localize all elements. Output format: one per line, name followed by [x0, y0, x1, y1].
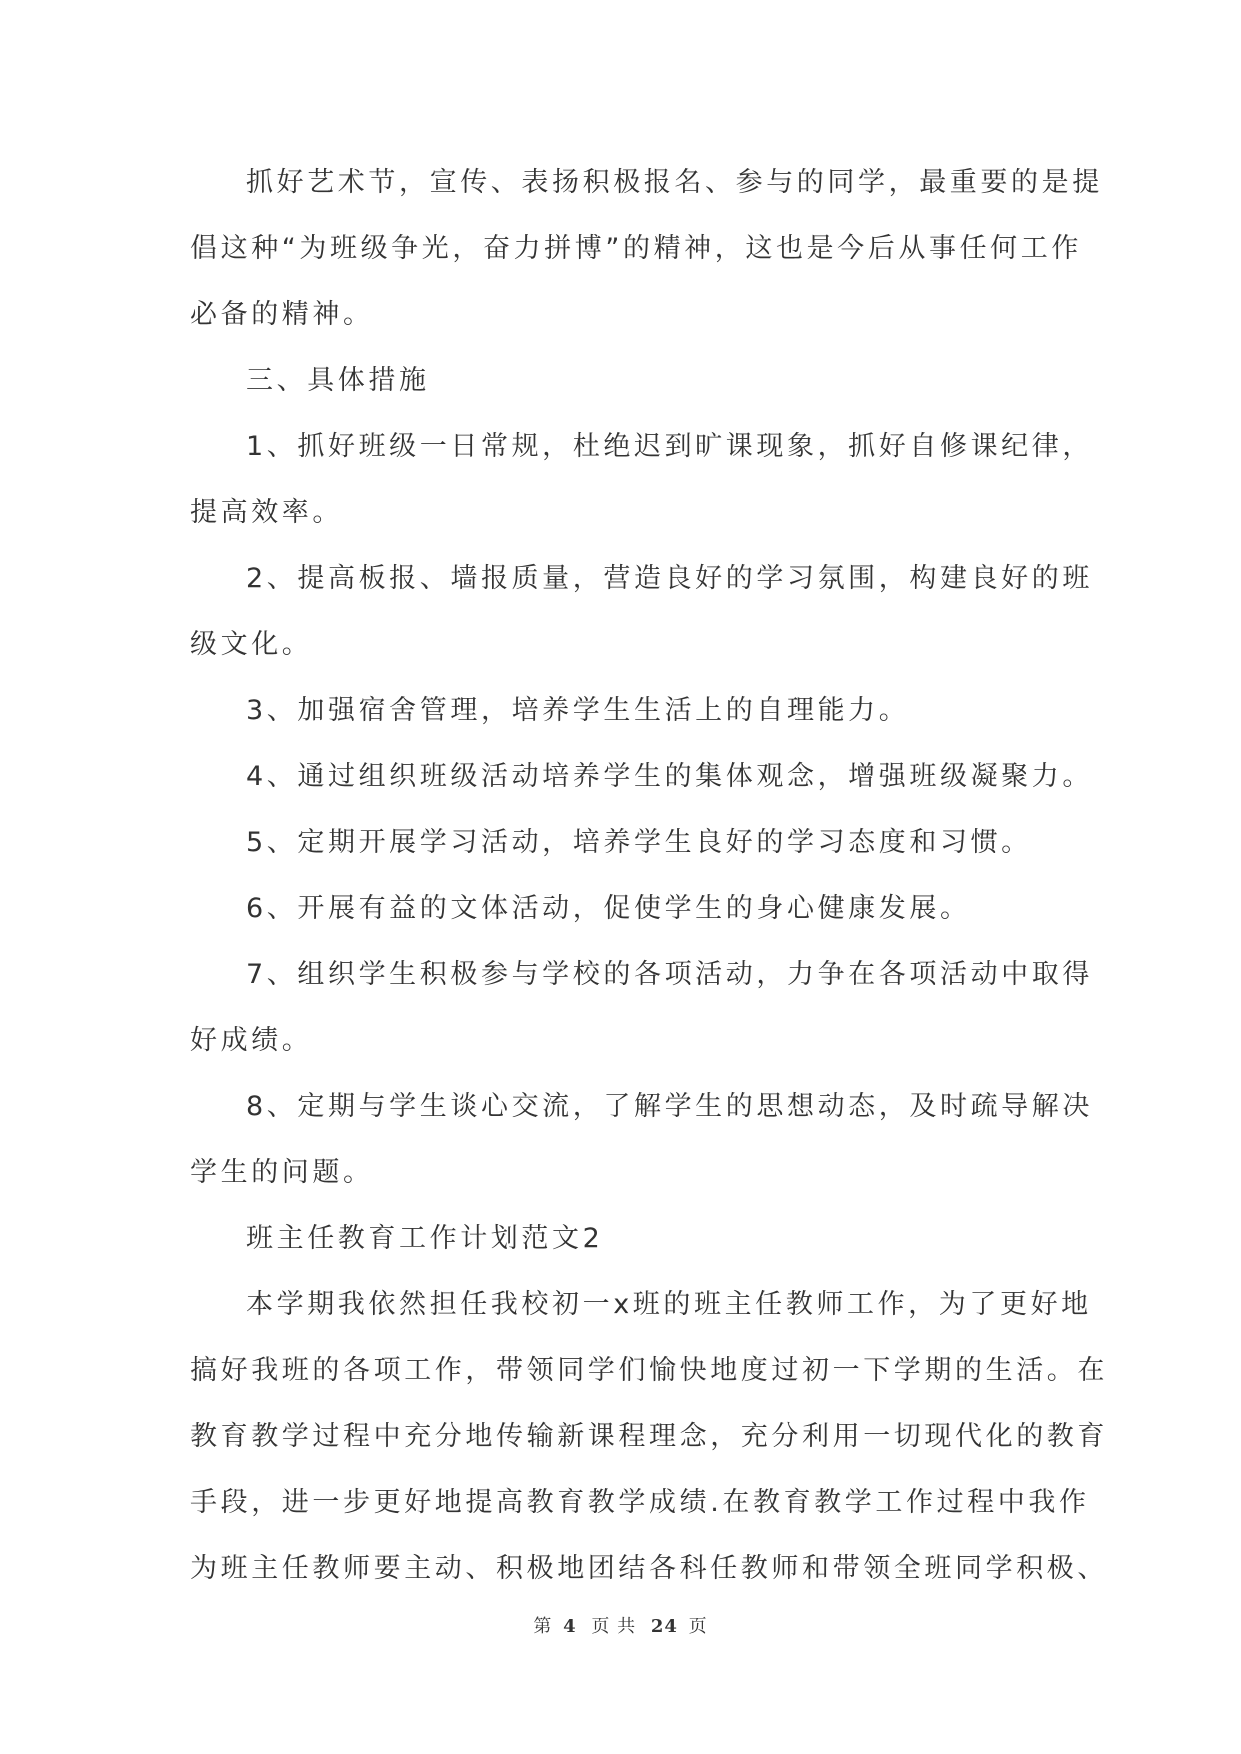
paragraph-line: 学生的问题。	[190, 1157, 374, 1188]
footer-prefix: 第	[533, 1616, 553, 1637]
paragraph-line: 4、通过组织班级活动培养学生的集体观念，增强班级凝聚力。	[246, 761, 1093, 792]
paragraph-line: 本学期我依然担任我校初一x班的班主任教师工作，为了更好地	[246, 1289, 1092, 1320]
paragraph-line: 提高效率。	[190, 497, 343, 528]
footer-suffix: 页	[688, 1616, 708, 1637]
paragraph-line: 教育教学过程中充分地传输新课程理念，充分利用一切现代化的教育	[190, 1421, 1108, 1452]
paragraph-line: 好成绩。	[190, 1025, 313, 1056]
paragraph-line: 抓好艺术节，宣传、表扬积极报名、参与的同学，最重要的是提	[246, 167, 1103, 198]
page-footer	[0, 1612, 1241, 1638]
paragraph-line: 6、开展有益的文体活动，促使学生的身心健康发展。	[246, 893, 971, 924]
section-heading: 班主任教育工作计划范文2	[246, 1223, 604, 1254]
paragraph-line: 2、提高板报、墙报质量，营造良好的学习氛围，构建良好的班	[246, 563, 1093, 594]
footer-middle: 页 共	[591, 1616, 637, 1637]
document-body	[190, 150, 1108, 1602]
paragraph-line: 必备的精神。	[190, 299, 374, 330]
paragraph-line: 为班主任教师要主动、积极地团结各科任教师和带领全班同学积极、	[190, 1553, 1108, 1584]
paragraph-line: 手段，进一步更好地提高教育教学成绩.在教育教学工作过程中我作	[190, 1487, 1090, 1518]
paragraph-line: 倡这种“为班级争光，奋力拼博”的精神，这也是今后从事任何工作	[190, 233, 1082, 264]
paragraph-line: 1、抓好班级一日常规，杜绝迟到旷课现象，抓好自修课纪律，	[246, 431, 1093, 462]
paragraph-line: 3、加强宿舍管理，培养学生生活上的自理能力。	[246, 695, 910, 726]
paragraph-line: 级文化。	[190, 629, 313, 660]
current-page-number: 4	[563, 1616, 577, 1637]
paragraph-line: 8、定期与学生谈心交流，了解学生的思想动态，及时疏导解决	[246, 1091, 1093, 1122]
section-heading: 三、具体措施	[246, 365, 430, 396]
paragraph-line: 搞好我班的各项工作，带领同学们愉快地度过初一下学期的生活。在	[190, 1355, 1108, 1386]
paragraph-line: 5、定期开展学习活动，培养学生良好的学习态度和习惯。	[246, 827, 1032, 858]
paragraph-line: 7、组织学生积极参与学校的各项活动，力争在各项活动中取得	[246, 959, 1093, 990]
total-pages-number: 24	[650, 1616, 678, 1637]
